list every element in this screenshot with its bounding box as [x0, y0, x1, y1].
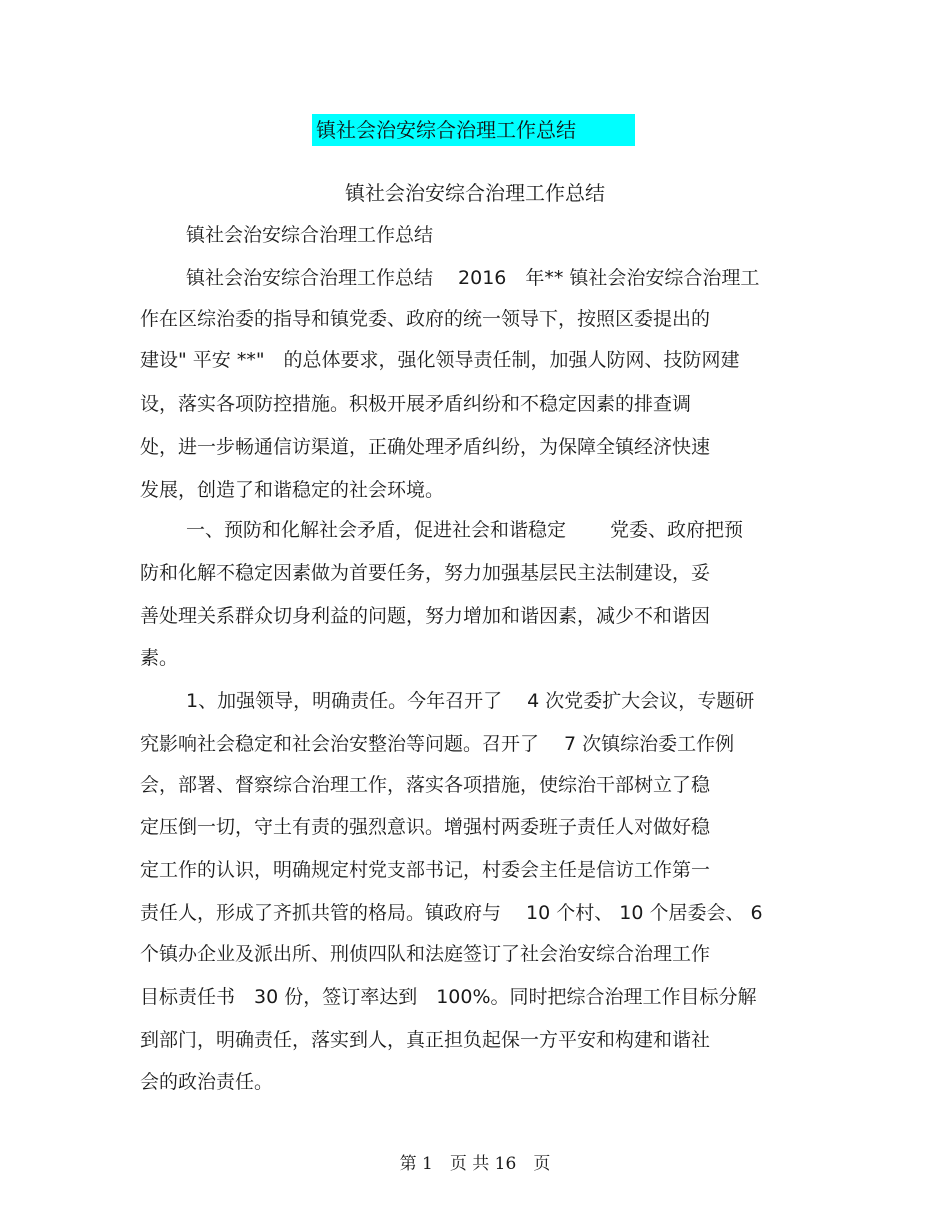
body-line: 一、预防和化解社会矛盾，促进社会和谐稳定 党委、政府把预 [186, 519, 744, 541]
page-number-footer: 第 1 页 共 16 页 [399, 1154, 551, 1174]
body-line: 目标责任书 30 份，签订率达到 100%。同时把综合治理工作目标分解 [140, 986, 757, 1008]
body-line: 镇社会治安综合治理工作总结 [186, 224, 434, 246]
highlighted-title-banner [312, 114, 635, 146]
body-line: 会的政治责任。 [140, 1071, 274, 1093]
document-subtitle: 镇社会治安综合治理工作总结 [345, 181, 605, 205]
body-line: 建设" 平安 **" 的总体要求，强化领导责任制，加强人防网、技防网建 [140, 349, 740, 371]
body-line: 素。 [140, 647, 179, 669]
body-line: 究影响社会稳定和社会治安整治等问题。召开了 7 次镇综治委工作例 [140, 733, 735, 755]
body-line: 设，落实各项防控措施。积极开展矛盾纠纷和不稳定因素的排查调 [140, 393, 692, 415]
body-line: 到部门，明确责任，落实到人，真正担负起保一方平安和构建和谐社 [140, 1029, 711, 1051]
body-line: 发展，创造了和谐稳定的社会环境。 [140, 479, 445, 501]
body-line: 处，进一步畅通信访渠道，正确处理矛盾纠纷，为保障全镇经济快速 [140, 436, 711, 458]
body-line: 1、加强领导，明确责任。今年召开了 4 次党委扩大会议，专题研 [186, 690, 755, 712]
body-line: 定压倒一切，守土有责的强烈意识。增强村两委班子责任人对做好稳 [140, 816, 711, 838]
body-line: 个镇办企业及派出所、刑侦四队和法庭签订了社会治安综合治理工作 [140, 943, 711, 965]
body-line: 定工作的认识，明确规定村党支部书记，村委会主任是信访工作第一 [140, 859, 711, 881]
body-line: 会，部署、督察综合治理工作，落实各项措施，使综治干部树立了稳 [140, 774, 711, 796]
body-line: 善处理关系群众切身利益的问题，努力增加和谐因素，减少不和谐因 [140, 605, 711, 627]
body-line: 镇社会治安综合治理工作总结 2016 年** 镇社会治安综合治理工 [186, 267, 760, 289]
body-line: 作在区综治委的指导和镇党委、政府的统一领导下，按照区委提出的 [140, 308, 711, 330]
body-line: 责任人，形成了齐抓共管的格局。镇政府与 10 个村、 10 个居委会、 6 [140, 902, 763, 924]
banner-title: 镇社会治安综合治理工作总结 [316, 118, 576, 142]
body-line: 防和化解不稳定因素做为首要任务，努力加强基层民主法制建设，妥 [140, 562, 711, 584]
